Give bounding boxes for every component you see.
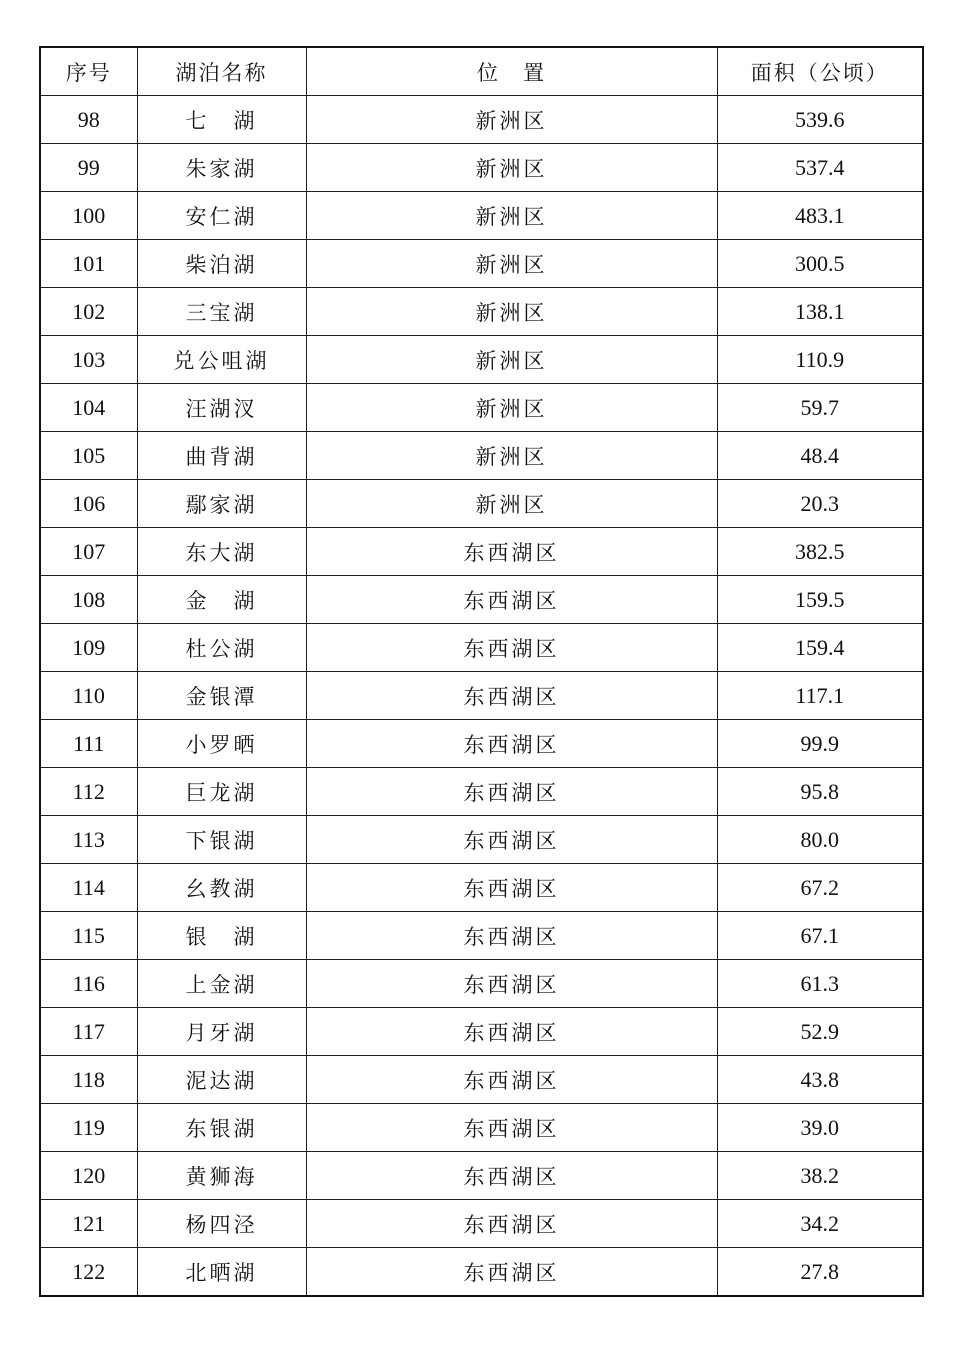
row-area: 27.8 <box>717 1248 923 1297</box>
row-area: 159.4 <box>717 624 923 672</box>
row-location: 东西湖区 <box>306 768 717 816</box>
table-header <box>40 47 923 96</box>
row-area: 34.2 <box>717 1200 923 1248</box>
row-area: 39.0 <box>717 1104 923 1152</box>
row-area: 20.3 <box>717 480 923 528</box>
table-row <box>40 576 923 624</box>
table-row <box>40 288 923 336</box>
row-lake-name: 银 湖 <box>137 912 306 960</box>
row-location: 新洲区 <box>306 96 717 144</box>
row-area: 59.7 <box>717 384 923 432</box>
row-lake-name: 杜公湖 <box>137 624 306 672</box>
row-location: 新洲区 <box>306 336 717 384</box>
row-area: 67.2 <box>717 864 923 912</box>
row-area: 537.4 <box>717 144 923 192</box>
table-row <box>40 672 923 720</box>
row-area: 38.2 <box>717 1152 923 1200</box>
table-row <box>40 336 923 384</box>
table-row <box>40 1248 923 1297</box>
row-area: 539.6 <box>717 96 923 144</box>
row-location: 新洲区 <box>306 384 717 432</box>
row-area: 52.9 <box>717 1008 923 1056</box>
row-location: 东西湖区 <box>306 1056 717 1104</box>
table-row <box>40 1056 923 1104</box>
row-lake-name: 金 湖 <box>137 576 306 624</box>
row-location: 新洲区 <box>306 480 717 528</box>
row-location: 东西湖区 <box>306 1248 717 1297</box>
table-row <box>40 624 923 672</box>
row-location: 东西湖区 <box>306 912 717 960</box>
row-area: 110.9 <box>717 336 923 384</box>
row-location: 新洲区 <box>306 144 717 192</box>
row-lake-name: 下银湖 <box>137 816 306 864</box>
row-lake-name: 月牙湖 <box>137 1008 306 1056</box>
row-no: 108 <box>40 576 137 624</box>
row-area: 382.5 <box>717 528 923 576</box>
row-location: 东西湖区 <box>306 528 717 576</box>
row-no: 103 <box>40 336 137 384</box>
row-no: 112 <box>40 768 137 816</box>
row-lake-name: 杨四泾 <box>137 1200 306 1248</box>
row-location: 东西湖区 <box>306 864 717 912</box>
row-lake-name: 三宝湖 <box>137 288 306 336</box>
table-row <box>40 864 923 912</box>
row-lake-name: 黄狮海 <box>137 1152 306 1200</box>
row-area: 43.8 <box>717 1056 923 1104</box>
row-lake-name: 东大湖 <box>137 528 306 576</box>
row-lake-name: 曲背湖 <box>137 432 306 480</box>
header-no: 序号 <box>40 47 137 96</box>
table-row <box>40 480 923 528</box>
row-location: 东西湖区 <box>306 1152 717 1200</box>
row-lake-name: 朱家湖 <box>137 144 306 192</box>
row-area: 300.5 <box>717 240 923 288</box>
table-row <box>40 192 923 240</box>
table-row <box>40 720 923 768</box>
row-location: 东西湖区 <box>306 672 717 720</box>
row-lake-name: 幺教湖 <box>137 864 306 912</box>
table-row <box>40 960 923 1008</box>
row-location: 东西湖区 <box>306 1008 717 1056</box>
row-no: 110 <box>40 672 137 720</box>
row-location: 东西湖区 <box>306 1104 717 1152</box>
row-lake-name: 巨龙湖 <box>137 768 306 816</box>
table-row <box>40 432 923 480</box>
row-lake-name: 泥达湖 <box>137 1056 306 1104</box>
row-no: 122 <box>40 1248 137 1297</box>
table-row <box>40 528 923 576</box>
row-location: 新洲区 <box>306 288 717 336</box>
table-row <box>40 144 923 192</box>
table-row <box>40 1104 923 1152</box>
row-location: 东西湖区 <box>306 720 717 768</box>
table-row <box>40 384 923 432</box>
row-no: 116 <box>40 960 137 1008</box>
row-location: 东西湖区 <box>306 576 717 624</box>
header-row <box>40 47 923 96</box>
row-no: 104 <box>40 384 137 432</box>
header-lake-name: 湖泊名称 <box>137 47 306 96</box>
table-row <box>40 96 923 144</box>
row-no: 101 <box>40 240 137 288</box>
row-area: 48.4 <box>717 432 923 480</box>
row-location: 新洲区 <box>306 192 717 240</box>
row-no: 115 <box>40 912 137 960</box>
row-no: 114 <box>40 864 137 912</box>
header-area: 面积（公顷） <box>717 47 923 96</box>
row-lake-name: 金银潭 <box>137 672 306 720</box>
row-no: 118 <box>40 1056 137 1104</box>
row-no: 102 <box>40 288 137 336</box>
row-no: 117 <box>40 1008 137 1056</box>
row-no: 120 <box>40 1152 137 1200</box>
row-no: 99 <box>40 144 137 192</box>
lake-area-table <box>39 46 924 1297</box>
row-location: 东西湖区 <box>306 960 717 1008</box>
table-row <box>40 240 923 288</box>
row-location: 新洲区 <box>306 432 717 480</box>
table-body <box>40 96 923 1297</box>
table-row <box>40 1200 923 1248</box>
row-location: 东西湖区 <box>306 624 717 672</box>
row-no: 111 <box>40 720 137 768</box>
row-lake-name: 安仁湖 <box>137 192 306 240</box>
row-location: 新洲区 <box>306 240 717 288</box>
row-no: 100 <box>40 192 137 240</box>
row-lake-name: 北晒湖 <box>137 1248 306 1297</box>
table-row <box>40 1008 923 1056</box>
row-area: 67.1 <box>717 912 923 960</box>
row-no: 98 <box>40 96 137 144</box>
table-row <box>40 768 923 816</box>
row-area: 483.1 <box>717 192 923 240</box>
row-location: 东西湖区 <box>306 816 717 864</box>
row-no: 107 <box>40 528 137 576</box>
row-lake-name: 柴泊湖 <box>137 240 306 288</box>
row-location: 东西湖区 <box>306 1200 717 1248</box>
row-lake-name: 鄢家湖 <box>137 480 306 528</box>
row-no: 119 <box>40 1104 137 1152</box>
row-no: 121 <box>40 1200 137 1248</box>
row-area: 61.3 <box>717 960 923 1008</box>
row-lake-name: 汪湖汊 <box>137 384 306 432</box>
table-row <box>40 1152 923 1200</box>
row-lake-name: 兑公咀湖 <box>137 336 306 384</box>
row-no: 106 <box>40 480 137 528</box>
row-area: 99.9 <box>717 720 923 768</box>
row-area: 159.5 <box>717 576 923 624</box>
row-lake-name: 东银湖 <box>137 1104 306 1152</box>
row-area: 117.1 <box>717 672 923 720</box>
row-no: 109 <box>40 624 137 672</box>
row-no: 113 <box>40 816 137 864</box>
header-location: 位 置 <box>306 47 717 96</box>
row-lake-name: 七 湖 <box>137 96 306 144</box>
row-area: 80.0 <box>717 816 923 864</box>
row-lake-name: 小罗晒 <box>137 720 306 768</box>
row-no: 105 <box>40 432 137 480</box>
table-row <box>40 816 923 864</box>
row-area: 95.8 <box>717 768 923 816</box>
row-area: 138.1 <box>717 288 923 336</box>
table-row <box>40 912 923 960</box>
row-lake-name: 上金湖 <box>137 960 306 1008</box>
